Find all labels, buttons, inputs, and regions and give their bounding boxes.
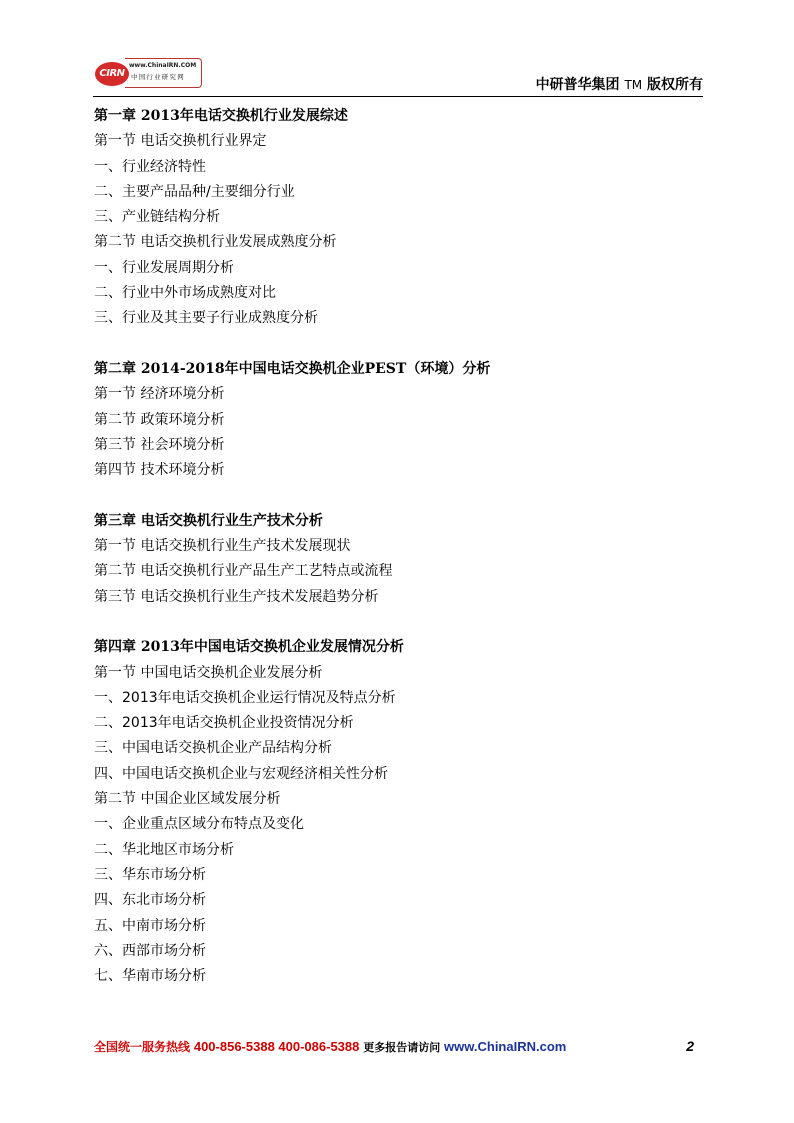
toc-item: 一、企业重点区域分布特点及变化: [94, 816, 304, 833]
toc-item: 第二节 电话交换机行业发展成熟度分析: [94, 234, 337, 251]
toc-item: 四、中国电话交换机企业与宏观经济相关性分析: [94, 765, 388, 782]
toc-item: 三、华东市场分析: [94, 866, 206, 883]
logo-cn-text: 中国行业研究网: [131, 73, 185, 81]
toc-item: 第四节 技术环境分析: [94, 462, 225, 479]
toc-item: 二、2013年电话交换机企业投资情况分析: [94, 715, 354, 732]
header-divider: [93, 96, 703, 97]
toc-item: 第二节 电话交换机行业产品生产工艺特点或流程: [94, 563, 393, 580]
table-of-contents: [94, 104, 704, 989]
copyright-owner: 中研普华集团: [535, 77, 620, 93]
toc-item: 七、华南市场分析: [94, 968, 206, 985]
toc-item: 第一节 经济环境分析: [94, 386, 225, 403]
toc-item: 六、西部市场分析: [94, 942, 206, 959]
toc-item: 五、中南市场分析: [94, 917, 206, 934]
toc-item: 四、东北市场分析: [94, 892, 206, 909]
toc-chapter-heading: 第一章 2013年电话交换机行业发展综述: [94, 108, 348, 124]
toc-item: 二、华北地区市场分析: [94, 841, 234, 858]
page-footer: [94, 1038, 694, 1058]
toc-item: 第一节 中国电话交换机企业发展分析: [94, 664, 323, 681]
toc-item: 第三节 电话交换机行业生产技术发展趋势分析: [94, 588, 379, 605]
toc-spacer: [94, 332, 704, 357]
page-header: [93, 52, 703, 98]
toc-spacer: [94, 483, 704, 508]
toc-chapter-heading: 第二章 2014-2018年中国电话交换机企业PEST（环境）分析: [94, 360, 491, 377]
toc-item: 第二节 中国企业区域发展分析: [94, 791, 281, 808]
toc-item: 第二节 政策环境分析: [94, 411, 225, 428]
toc-item: 第三节 社会环境分析: [94, 436, 225, 453]
copyright-notice: [536, 74, 703, 94]
page-number: 2: [686, 1038, 694, 1054]
toc-item: 一、行业经济特性: [94, 158, 206, 175]
trademark-symbol: TM: [624, 78, 643, 92]
toc-spacer: [94, 610, 704, 635]
toc-item: 二、行业中外市场成熟度对比: [94, 285, 276, 302]
hotline-label: 全国统一服务热线: [94, 1040, 191, 1054]
toc-item: 二、主要产品品种/主要细分行业: [94, 183, 295, 200]
toc-item: 一、行业发展周期分析: [94, 259, 234, 276]
website-link[interactable]: www.ChinaIRN.com: [444, 1039, 567, 1054]
toc-item: 三、产业链结构分析: [94, 209, 220, 226]
toc-item: 一、2013年电话交换机企业运行情况及特点分析: [94, 689, 396, 706]
toc-chapter-heading: 第四章 2013年中国电话交换机企业发展情况分析: [94, 639, 404, 656]
more-reports-label: 更多报告请访问: [363, 1041, 441, 1054]
toc-item: 三、中国电话交换机企业产品结构分析: [94, 740, 332, 757]
hotline-phones: 400-856-5388 400-086-5388: [193, 1039, 360, 1054]
toc-item: 三、行业及其主要子行业成熟度分析: [94, 310, 318, 327]
toc-item: 第一节 电话交换机行业生产技术发展现状: [94, 538, 351, 555]
logo-badge: CIRN: [95, 62, 129, 86]
toc-item: 第一节 电话交换机行业界定: [94, 133, 267, 150]
copyright-rights: 版权所有: [647, 77, 703, 93]
chinairn-logo: [93, 54, 203, 92]
logo-url-text: www.ChinaIRN.COM: [129, 62, 197, 69]
toc-chapter-heading: 第三章 电话交换机行业生产技术分析: [94, 512, 323, 529]
